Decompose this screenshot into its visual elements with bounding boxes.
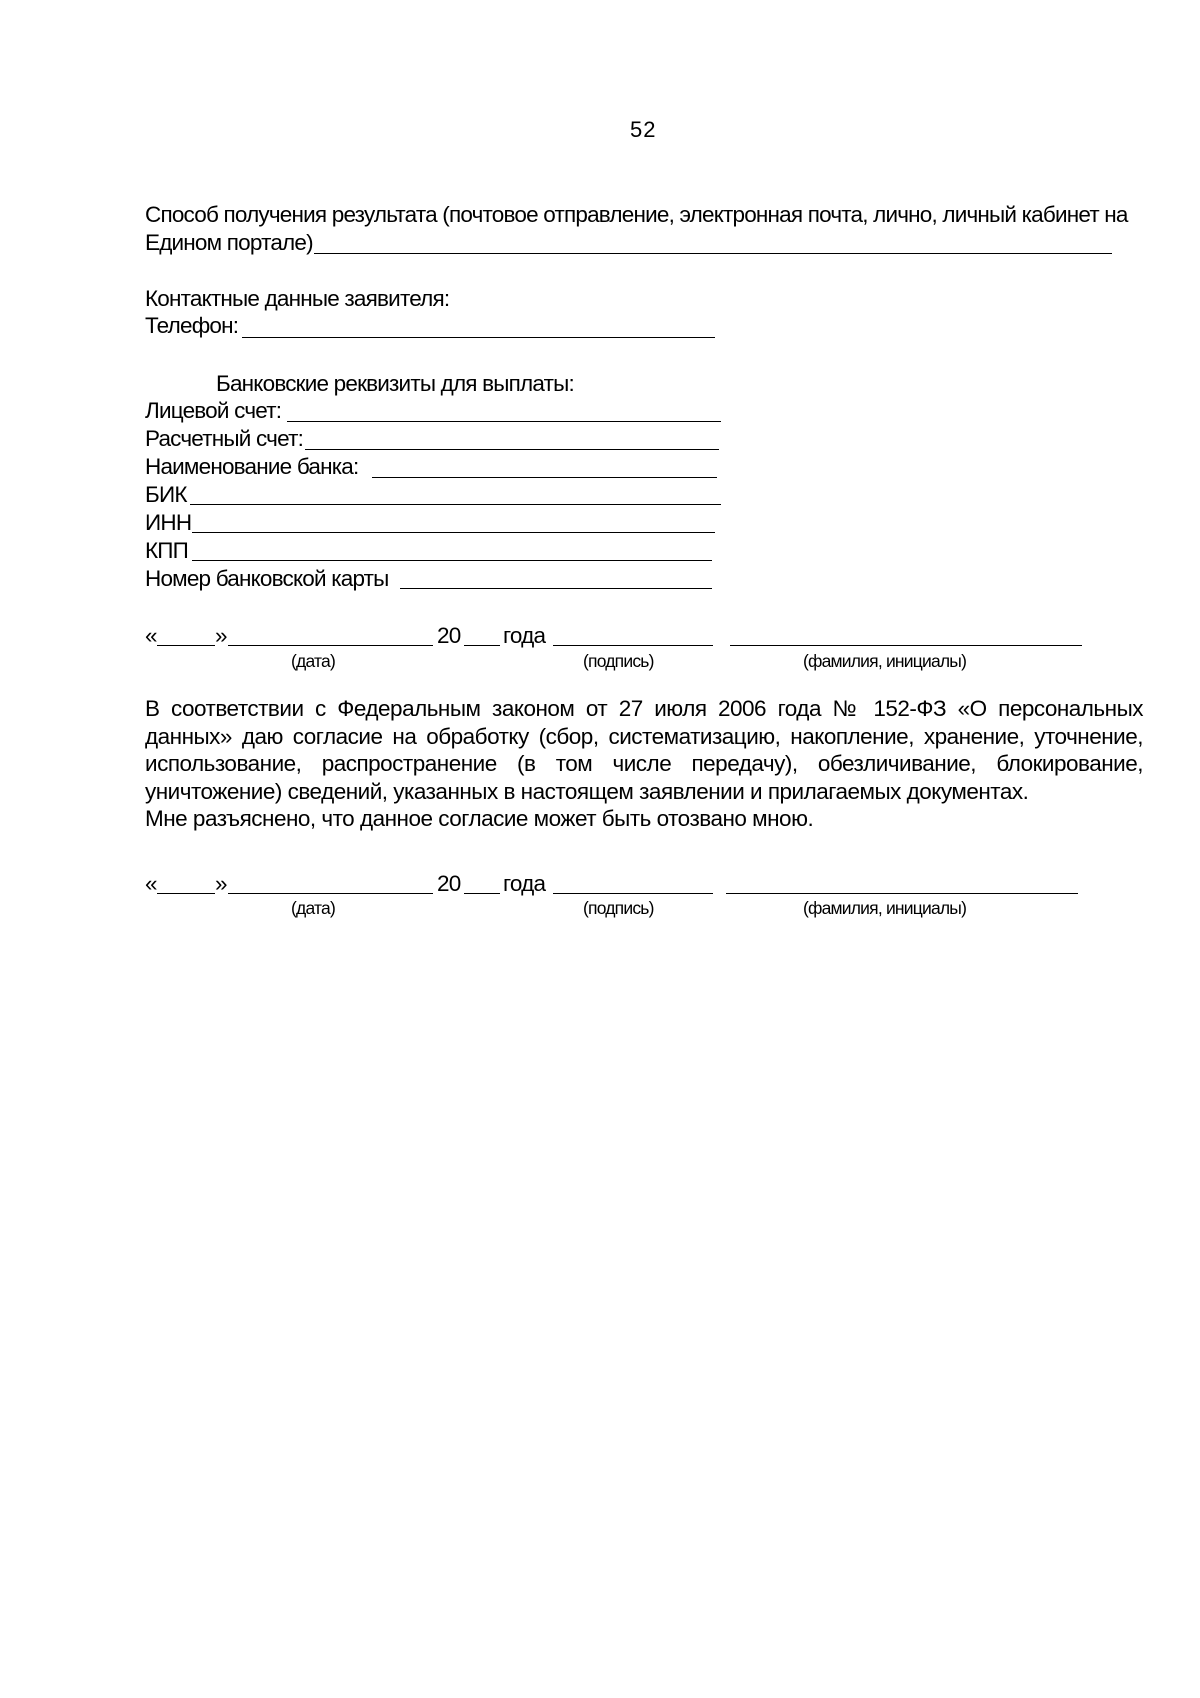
full-name-field-2[interactable]	[726, 893, 1078, 894]
close-quote: »	[215, 623, 227, 648]
inn-field[interactable]	[192, 532, 715, 533]
close-quote-2: »	[215, 871, 227, 896]
year-field-2[interactable]	[464, 893, 500, 894]
open-quote: «	[145, 623, 157, 648]
personal-account-field[interactable]	[287, 421, 721, 422]
consent-paragraph: В соответствии с Федеральным законом от 27 июля 2006 года № 152-ФЗ «О персональных данных» даю согласие на обработку (сбор, систематизацию, накопление, хранение, уточнение, использование, распространение (в том числе передачу), обезличивание, блокирование, уничтожение) сведений, указанных в настоящем заявлении и прилагаемых документах.	[145, 696, 1143, 804]
settlement-account-label: Расчетный счет:	[145, 426, 304, 451]
phone-field[interactable]	[242, 337, 715, 338]
result-method-label: Способ получения результата (почтовое отправление, электронная почта, лично, личный кабинет на	[145, 202, 1128, 227]
open-quote-2: «	[145, 871, 157, 896]
page-number: 52	[630, 117, 657, 142]
day-field-2[interactable]	[157, 893, 215, 894]
signature-field[interactable]	[553, 645, 713, 646]
signature-caption-2: (подпись)	[583, 898, 654, 918]
kpp-field[interactable]	[192, 560, 712, 561]
bik-field[interactable]	[190, 504, 721, 505]
settlement-account-field[interactable]	[305, 449, 719, 450]
bank-name-field[interactable]	[372, 477, 717, 478]
revocation-note: Мне разъяснено, что данное согласие может быть отозвано мною.	[145, 806, 814, 831]
result-method-field[interactable]	[314, 253, 1112, 254]
contacts-heading: Контактные данные заявителя:	[145, 286, 450, 311]
date-caption-2: (дата)	[291, 898, 335, 918]
year-prefix: 20	[437, 623, 461, 648]
inn-label: ИНН	[145, 510, 192, 535]
month-field-2[interactable]	[228, 893, 433, 894]
year-word: года	[503, 623, 546, 648]
date-caption: (дата)	[291, 651, 335, 671]
personal-account-label: Лицевой счет:	[145, 398, 282, 423]
bik-label: БИК	[145, 482, 187, 507]
card-number-field[interactable]	[400, 588, 712, 589]
month-field[interactable]	[228, 645, 433, 646]
consent-text	[145, 695, 1143, 833]
year-prefix-2: 20	[437, 871, 461, 896]
day-field[interactable]	[157, 645, 215, 646]
bank-name-label: Наименование банка:	[145, 454, 359, 479]
result-method-label-cont: Едином портале)	[145, 230, 313, 255]
bank-heading: Банковские реквизиты для выплаты:	[216, 371, 574, 396]
name-caption: (фамилия, инициалы)	[803, 651, 967, 671]
signature-caption: (подпись)	[583, 651, 654, 671]
phone-label: Телефон:	[145, 313, 239, 338]
full-name-field[interactable]	[730, 645, 1082, 646]
name-caption-2: (фамилия, инициалы)	[803, 898, 967, 918]
signature-field-2[interactable]	[553, 893, 713, 894]
card-number-label: Номер банковской карты	[145, 566, 389, 591]
year-field[interactable]	[464, 645, 500, 646]
year-word-2: года	[503, 871, 546, 896]
kpp-label: КПП	[145, 538, 189, 563]
